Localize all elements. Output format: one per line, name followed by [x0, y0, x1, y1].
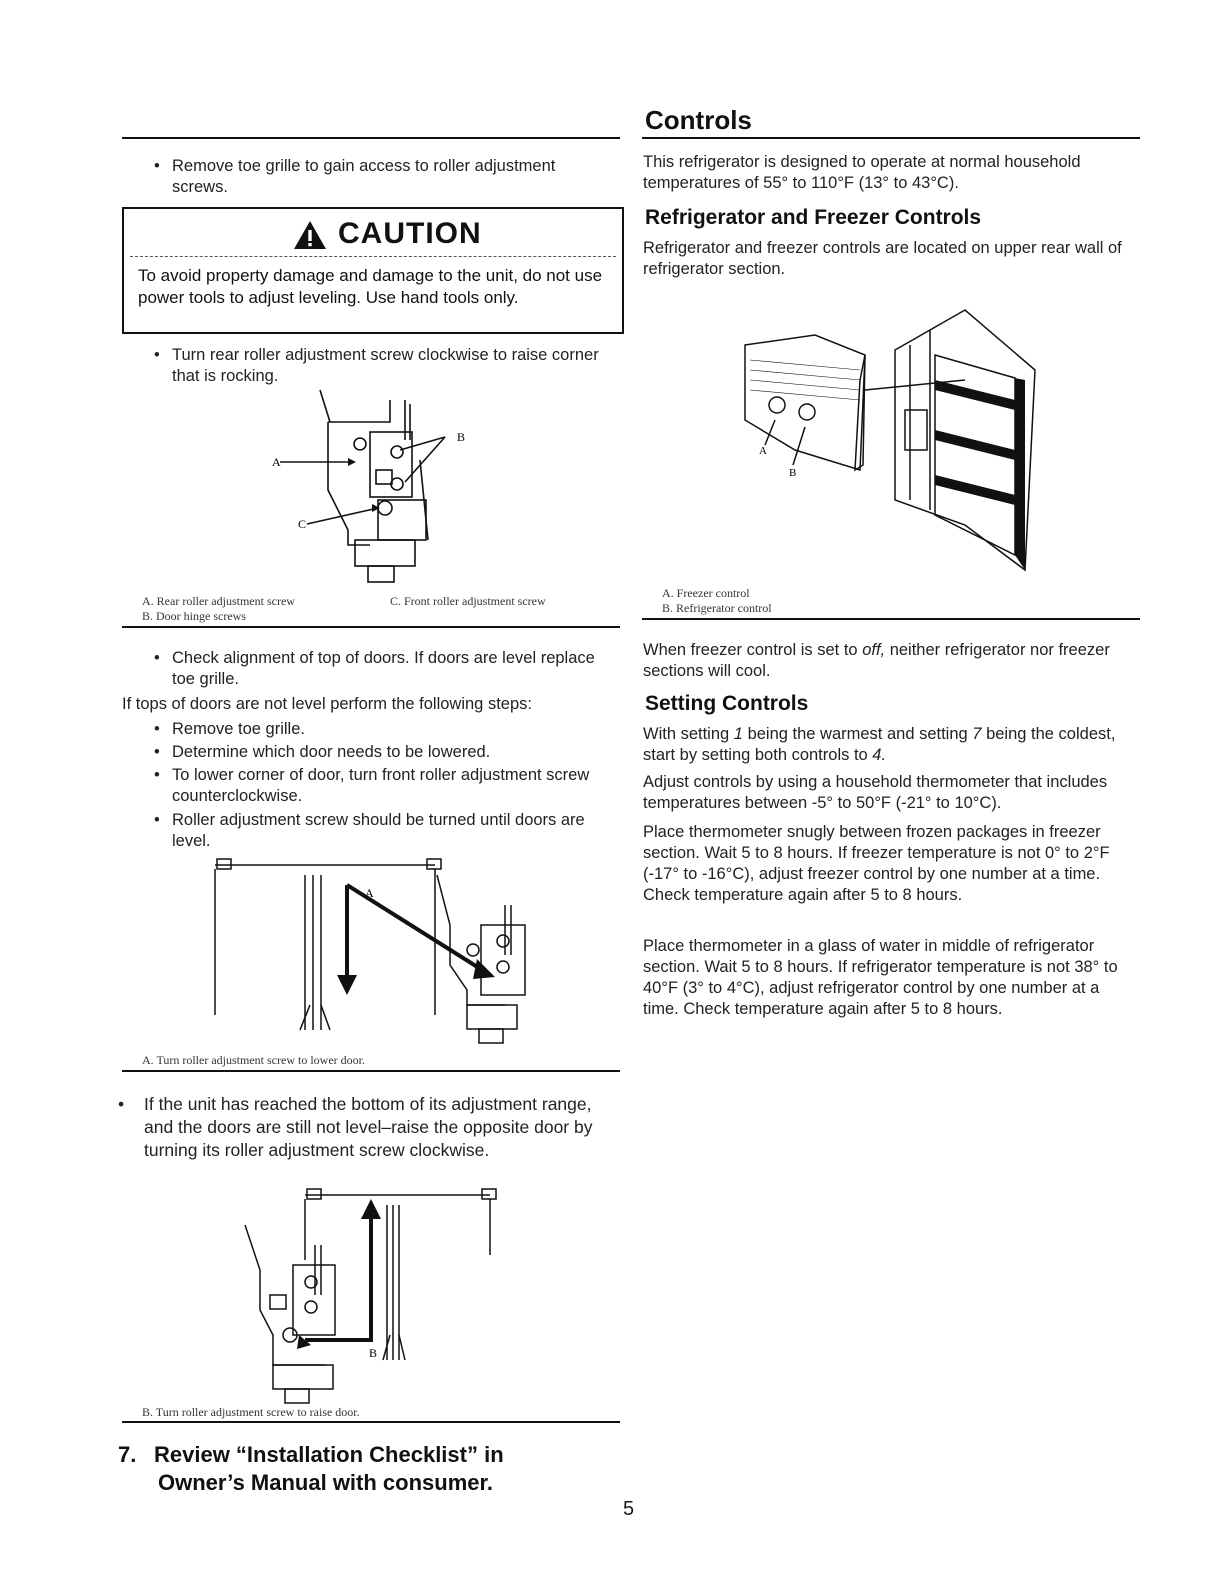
left-top-rule [122, 137, 620, 139]
bullet-dot: • [154, 743, 160, 761]
bullet-remove-grille [154, 156, 594, 198]
fig1-caption-b: B. Door hinge screws [142, 609, 246, 623]
setting-controls-heading: Setting Controls [645, 692, 809, 715]
step-item [154, 719, 604, 740]
bullet-dot: • [154, 157, 160, 175]
bullet-text: Turn rear roller adjustment screw clockwise to raise corner that is rocking. [172, 346, 599, 385]
freezer-thermometer-text: Place thermometer snugly between frozen packages in freezer section. Wait 5 to 8 hours. If freezer temperature is not 0° to 2°F (-17° to -16°C), adjust freezer control by one number at a time. Check temperature again after 5 to 8 hours. [643, 823, 1110, 904]
setting-2: being the warmest and setting [742, 725, 973, 743]
fig1-label-c: C [298, 517, 307, 531]
fig4-caption-b: B. Refrigerator control [662, 601, 772, 615]
step7-number: 7. [118, 1442, 137, 1467]
raise-door-figure [235, 1185, 505, 1405]
right-top-rule [642, 137, 1140, 139]
bullet-dot: • [154, 720, 160, 738]
off-text-1: When freezer control is set to [643, 641, 863, 659]
controls-intro: This refrigerator is designed to operate at normal household temperatures of 55° to 110°F (13° to 43°C). [643, 153, 1081, 192]
caution-title: CAUTION [338, 217, 482, 250]
refrigerator-thermometer-text: Place thermometer in a glass of water in middle of refrigerator section. Wait 5 to 8 hours. If refrigerator temperature is not 38° to 40°F (3° to 4°C), adjust refrigerator control by one number at a time. Check temperature again after 5 to 8 hours. [643, 937, 1118, 1018]
bullet-dot: • [118, 1094, 125, 1114]
bullet-check-alignment [154, 648, 614, 690]
lower-door-figure [205, 855, 545, 1045]
off-text-em: off, [862, 641, 886, 659]
fig1-label-a: A [272, 455, 281, 469]
fig1-caption-c: C. Front roller adjustment screw [390, 594, 546, 608]
fig1-rule [122, 626, 620, 628]
bullet-dot: • [154, 766, 160, 784]
fridge-freezer-controls-text: Refrigerator and freezer controls are located on upper rear wall of refrigerator section. [643, 239, 1122, 278]
step-text: Roller adjustment screw should be turned until doors are level. [172, 811, 585, 850]
setting-controls-text [643, 724, 1138, 766]
fig2-label-a: A [365, 886, 374, 900]
bullet-text: If the unit has reached the bottom of its adjustment range, and the doors are still not level–raise the opposite door by turning its roller adjustment screw clockwise. [144, 1094, 593, 1160]
fig3-rule [122, 1421, 620, 1423]
step-text: Determine which door needs to be lowered. [172, 743, 491, 761]
fig3-caption: B. Turn roller adjustment screw to raise door. [142, 1405, 360, 1419]
step-text: Remove toe grille. [172, 720, 305, 738]
fig4-label-b: B [789, 467, 797, 479]
fig4-caption-a: A. Freezer control [662, 586, 750, 600]
step-item [154, 765, 614, 807]
off-text-2: neither refrigerator nor freezer sections will cool. [643, 641, 1110, 680]
page-number: 5 [623, 1498, 635, 1520]
step7-heading [118, 1441, 504, 1497]
fig2-caption: A. Turn roller adjustment screw to lower door. [142, 1053, 365, 1067]
bullet-dot: • [154, 649, 160, 667]
fridge-freezer-controls-heading: Refrigerator and Freezer Controls [645, 206, 982, 229]
fig4-rule [642, 618, 1140, 620]
fig1-caption-a: A. Rear roller adjustment screw [142, 594, 295, 608]
bullet-dot: • [154, 346, 160, 364]
caution-inner-rule [130, 256, 616, 258]
step7-line2: Owner’s Manual with consumer. [158, 1470, 493, 1495]
caution-box [122, 207, 624, 334]
controls-location-figure [735, 300, 1055, 580]
warning-icon [292, 219, 328, 251]
fig1-label-b: B [457, 430, 466, 444]
freezer-off-text [643, 640, 1138, 682]
bullet-text: Remove toe grille to gain access to roller adjustment screws. [172, 157, 556, 196]
fig4-label-a: A [759, 445, 767, 457]
adjust-controls-text: Adjust controls by using a household thermometer that includes temperatures between -5° to 50°F (-21° to 10°C). [643, 773, 1108, 812]
bullet-text: Check alignment of top of doors. If doors are level replace toe grille. [172, 649, 595, 688]
step-item [154, 742, 604, 763]
setting-3-em: 4. [872, 746, 887, 764]
fig2-rule [122, 1070, 620, 1072]
setting-1-em: 1 [733, 725, 743, 743]
controls-heading: Controls [645, 105, 752, 135]
setting-1: With setting [643, 725, 734, 743]
setting-2-em: 7 [972, 725, 982, 743]
step-item [154, 810, 594, 852]
roller-bracket-figure [260, 380, 500, 590]
fig3-label-b: B [369, 1346, 378, 1360]
steps-intro: If tops of doors are not level perform the following steps: [122, 695, 532, 713]
step-text: To lower corner of door, turn front roller adjustment screw counterclockwise. [172, 766, 590, 805]
setting-3: being the coldest, start by setting both controls to [643, 725, 1116, 764]
step7-line1: Review “Installation Checklist” in [154, 1442, 504, 1467]
caution-text: To avoid property damage and damage to the unit, do not use power tools to adjust leveling. Use hand tools only. [138, 266, 603, 307]
bullet-raise-opposite-door [118, 1093, 598, 1162]
bullet-dot: • [154, 811, 160, 829]
